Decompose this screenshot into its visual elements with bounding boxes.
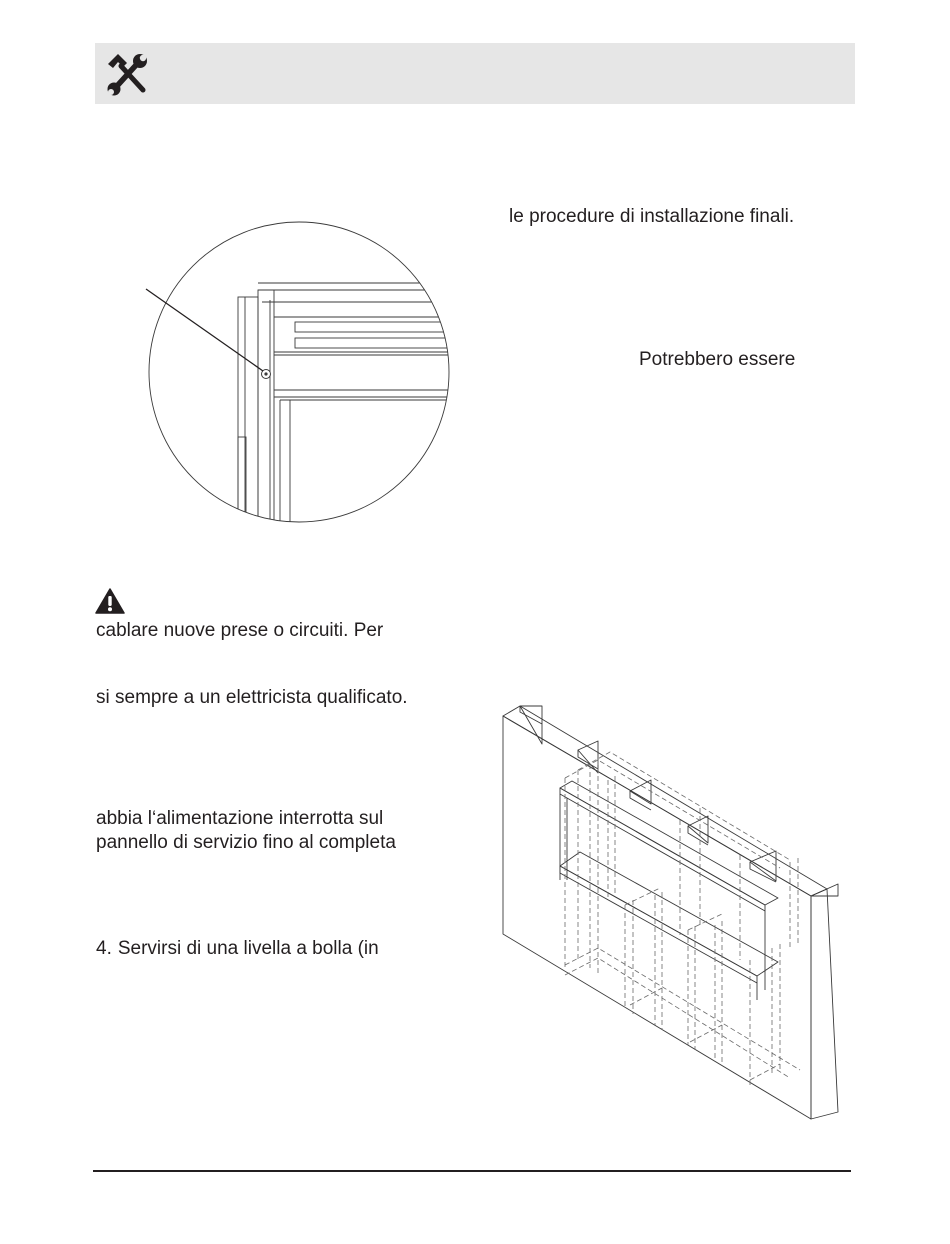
step-4-number: 4. [96,938,112,959]
right-column-line-2: Potrebbero essere [639,349,796,370]
warning-line-2: si sempre a un elettricista qualificato. [96,687,408,708]
detail-circle-figure [140,215,460,530]
tools-icon [105,52,151,98]
footer-divider [93,1170,851,1172]
section-header-bar [95,43,855,104]
step-4-text: Servirsi di una livella a bolla (in [117,938,379,959]
warning-line-4: pannello di servizio fino al completa [96,832,396,853]
right-column-line-1: le procedure di installazione finali. [509,206,795,227]
warning-icon [95,588,125,614]
step-4 [96,938,379,960]
wall-frame-figure [495,695,855,1130]
warning-line-3: abbia l‘alimentazione interrotta sul [96,808,384,829]
warning-line-1: cablare nuove prese o circuiti. Per [96,620,384,641]
